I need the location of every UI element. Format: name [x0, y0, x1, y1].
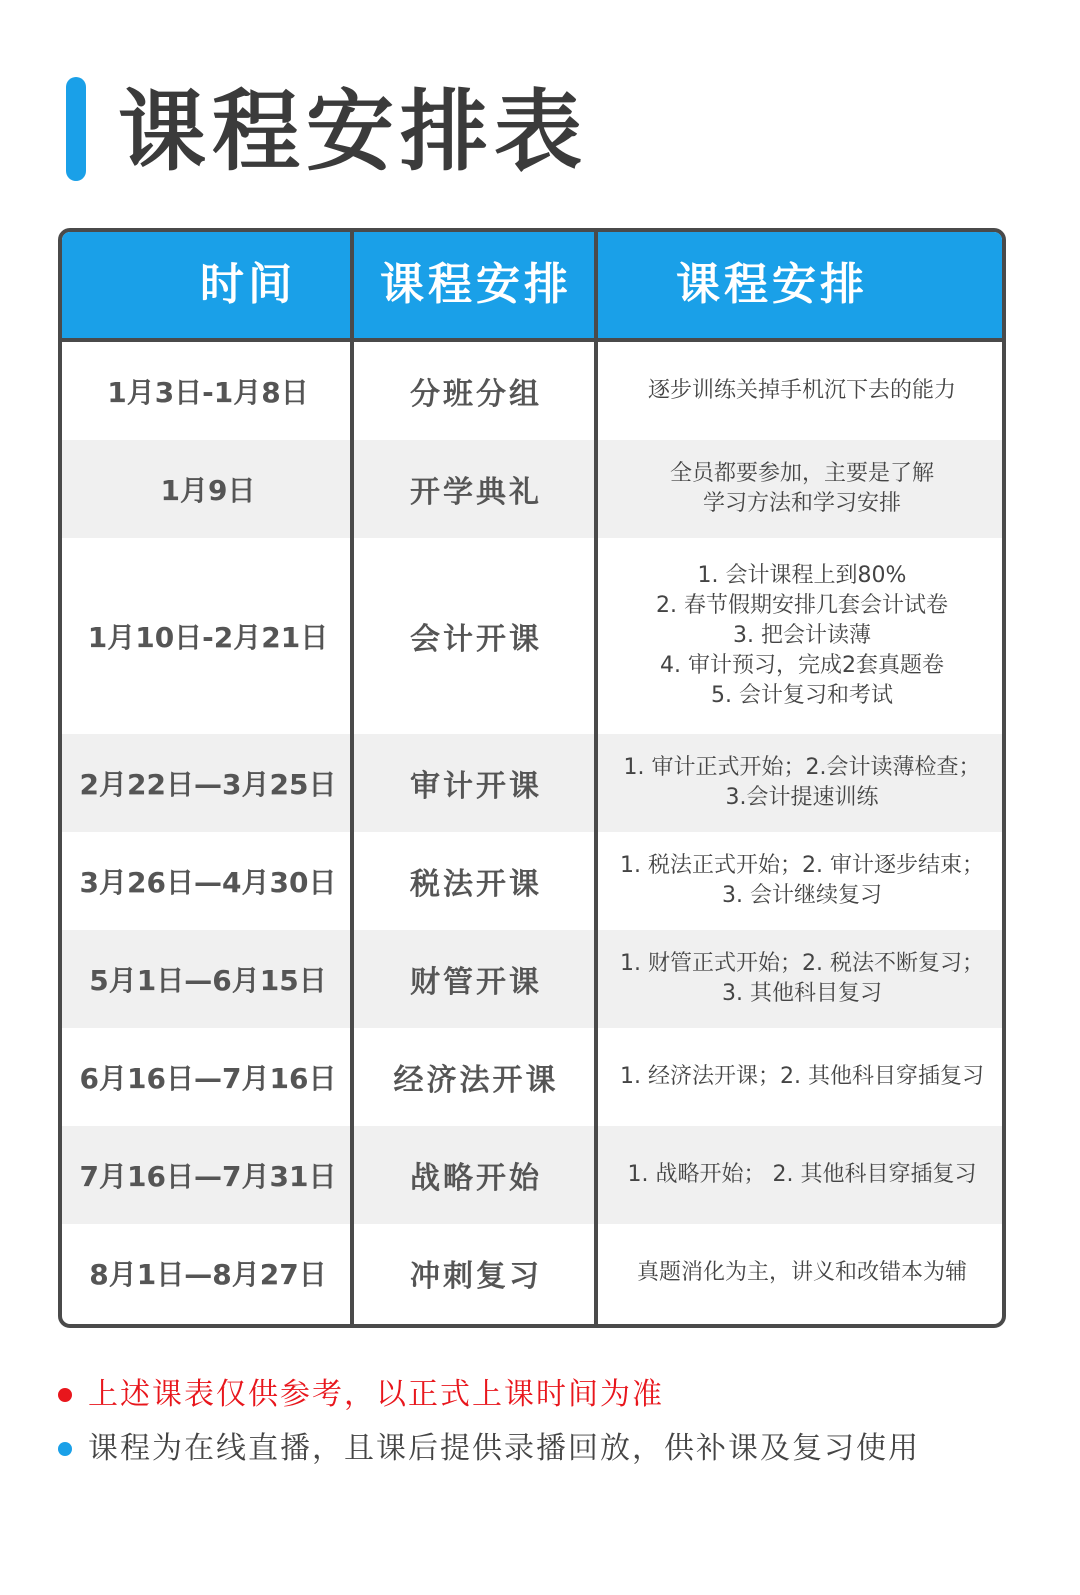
date-cell: 1月9日 — [160, 474, 256, 507]
title-accent-bar — [66, 77, 86, 181]
note-item — [58, 1426, 1018, 1472]
description-cell: 逐步训练关掉手机沉下去的能力 — [647, 378, 956, 403]
red-bullet-icon — [58, 1388, 72, 1402]
header-course: 课程安排 — [380, 259, 572, 310]
course-cell: 经济法开课 — [393, 1063, 559, 1098]
page-title: 课程安排表 — [118, 80, 589, 183]
column-divider — [594, 232, 598, 1324]
course-cell: 财管开课 — [410, 965, 542, 1000]
table-header — [62, 232, 1002, 342]
description-cell: 1. 会计课程上到80% 2. 春节假期安排几套会计试卷 3. 把会计读薄 4. 审计预习，完成2套真题卷 5. 会计复习和考试 — [656, 563, 948, 708]
header-arrangement: 课程安排 — [676, 259, 868, 310]
note-text: 上述课表仅供参考，以正式上课时间为准 — [88, 1377, 664, 1412]
course-cell: 开学典礼 — [410, 475, 542, 510]
header-time: 时间 — [200, 259, 296, 310]
description-cell: 真题消化为主，讲义和改错本为辅 — [636, 1260, 967, 1285]
description-cell: 1. 经济法开课；2. 其他科目穿插复习 — [620, 1064, 984, 1089]
column-divider — [350, 232, 354, 1324]
table-row — [62, 1224, 1002, 1322]
table-row — [62, 1126, 1002, 1224]
description-cell: 1. 战略开始； 2. 其他科目穿插复习 — [627, 1162, 977, 1187]
date-cell: 2月22日—3月25日 — [79, 768, 337, 801]
table-row — [62, 832, 1002, 930]
note-item — [58, 1372, 1018, 1418]
table-row — [62, 342, 1002, 440]
notes — [58, 1372, 1018, 1480]
table-row — [62, 538, 1002, 734]
date-cell: 7月16日—7月31日 — [79, 1160, 337, 1193]
date-cell: 1月10日-2月21日 — [87, 621, 329, 654]
note-text: 课程为在线直播，且课后提供录播回放，供补课及复习使用 — [88, 1431, 920, 1466]
date-cell: 8月1日—8月27日 — [89, 1258, 327, 1291]
course-cell: 分班分组 — [410, 377, 542, 412]
blue-bullet-icon — [58, 1442, 72, 1456]
date-cell: 1月3日-1月8日 — [107, 376, 309, 409]
course-cell: 战略开始 — [410, 1161, 542, 1196]
description-cell: 1. 税法正式开始；2. 审计逐步结束； 3. 会计继续复习 — [620, 853, 984, 908]
date-cell: 6月16日—7月16日 — [79, 1062, 337, 1095]
course-cell: 税法开课 — [410, 867, 542, 902]
date-cell: 5月1日—6月15日 — [89, 964, 327, 997]
table-row — [62, 930, 1002, 1028]
date-cell: 3月26日—4月30日 — [79, 866, 337, 899]
table-row — [62, 440, 1002, 538]
course-cell: 审计开课 — [410, 769, 542, 804]
table-row — [62, 1028, 1002, 1126]
course-cell: 会计开课 — [410, 622, 542, 657]
course-cell: 冲刺复习 — [410, 1259, 542, 1294]
description-cell: 全员都要参加，主要是了解 学习方法和学习安排 — [669, 461, 934, 516]
schedule-table — [58, 228, 1006, 1328]
table-row — [62, 734, 1002, 832]
description-cell: 1. 财管正式开始；2. 税法不断复习； 3. 其他科目复习 — [620, 951, 984, 1006]
description-cell: 1. 审计正式开始；2.会计读薄检查； 3.会计提速训练 — [623, 755, 981, 810]
